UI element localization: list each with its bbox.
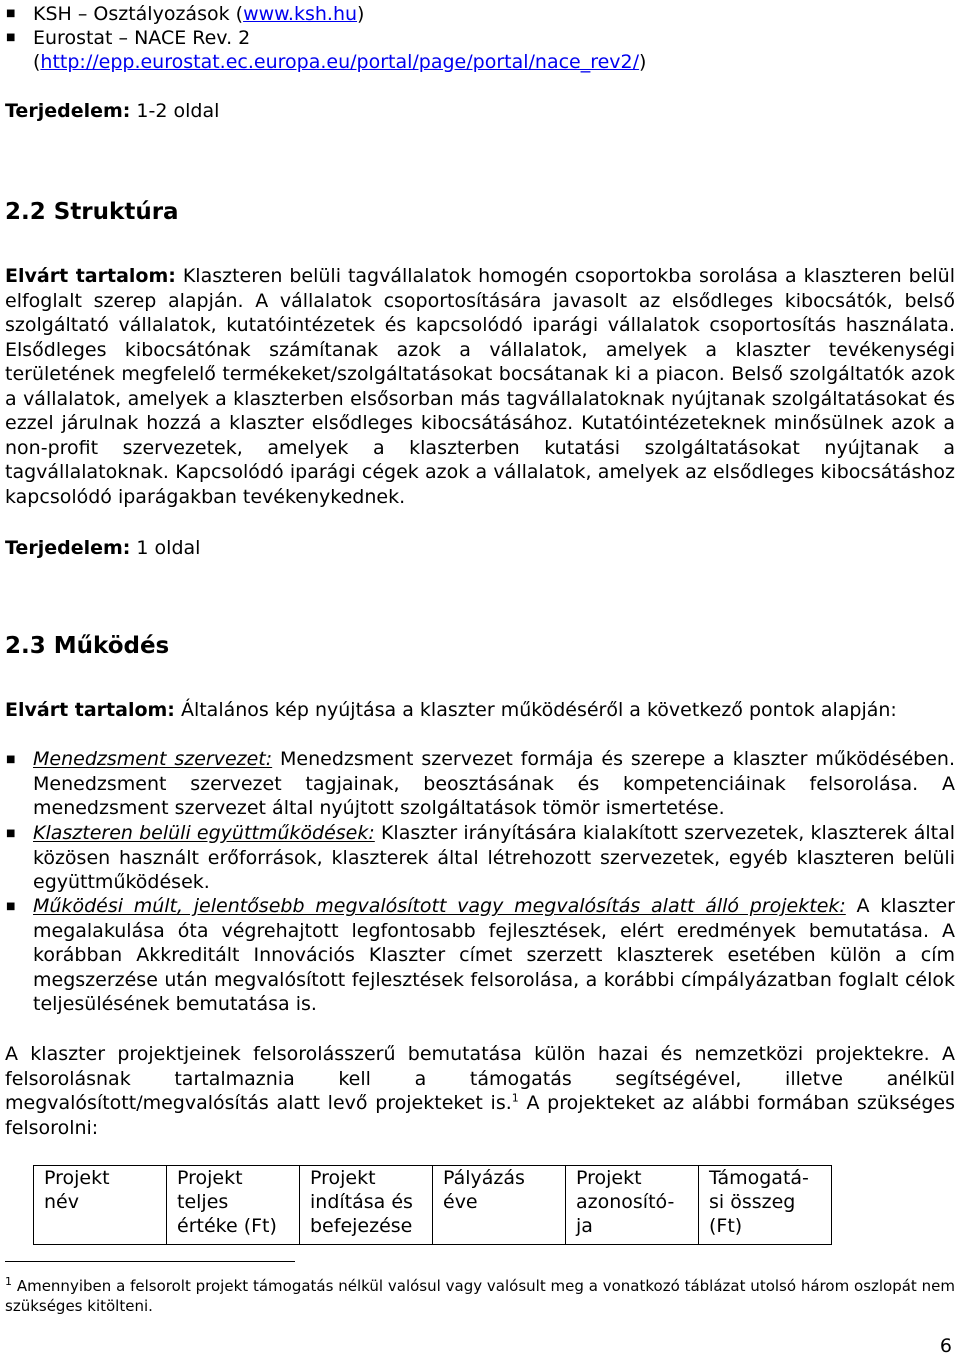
source-item-eurostat: Eurostat – NACE Rev. 2 [33,27,251,49]
source-item-eurostat-link-line: (http://epp.eurostat.ec.europa.eu/portal/page/portal/nace_rev2/) [33,51,647,73]
ksh-link[interactable]: www.ksh.hu [243,3,358,25]
scope-line-2: Terjedelem: 1 oldal [5,537,201,559]
table-header-cell: Projekt indítása és befejezése [300,1166,433,1245]
projects-paragraph: A klaszter projektjeinek felsorolásszerű bemutatása külön hazai és nemzetközi projektekre. A felsorolásnak tartalmaznia kell a támogatás segítségével, illetve anélkül megvalósított/megvalósítás alatt levő projekteket is.$^1$ A projekteket az alábbi formában szükséges felsorolni: [5,1043,955,1139]
section-heading-structure: 2.2 Struktúra [5,199,179,225]
operation-intro: Elvárt tartalom: Általános kép nyújtása a klaszter működéséről a következő pontok alapján: [5,699,897,721]
source-item-ksh: KSH – Osztályozások (www.ksh.hu) [33,3,365,25]
bullet-marker: ■ [6,754,16,765]
project-table [33,1165,832,1245]
table-header-cell: Támogatá- si összeg (Ft) [699,1166,832,1245]
bullet-marker: ■ [6,32,16,43]
structure-paragraph: Elvárt tartalom: Klaszteren belüli tagvállalatok homogén csoportokba sorolása a klaszteren belül elfoglalt szerep alapján. A vállalatok csoportosítására javasolt az elsődleges kibocsátók, belső szolgáltató vállalatok, kutatóintézetek és kapcsolódó iparági vállalatok csoportosítás használata. Elsődleges kibocsátónak számítanak azok a vállalatok, amelyek a klaszter tevékenységi területének megfelelő termékeket/szolgáltatásokat bocsátanak ki a piacon. Belső szolgáltatók azok a vállalatok, amelyek a klaszterben elsősorban más tagvállalatoknak nyújtanak szolgáltatásokat és ezzel járulnak hozzá a klaszter elsődleges kibocsátásához. Kutatóintézeteknek minősülnek azok a non-profit szervezetek, amelyek a klaszterben kutatási szolgáltatásokat nyújtanak a tagvállalatoknak. Kapcsolódó iparági cégek azok a vállalatok, amelyek az elsődleges kibocsátáshoz kapcsolódó iparágakban tevékenykednek. [5,265,955,508]
page-number: 6 [939,1335,952,1357]
bullet-management: Menedzsment szervezet: Menedzsment szervezet formája és szerepe a klaszter működésében. Menedzsment szervezet tagjainak, beosztásának és kompetenciáinak felsorolása. A menedzsment szervezet által nyújtott szolgáltatások tömör ismertetése. [33,748,956,819]
table-header-cell: Projekt teljes értéke (Ft) [167,1166,300,1245]
scope-line-1: Terjedelem: 1-2 oldal [5,100,220,122]
section-heading-operation: 2.3 Működés [5,633,170,659]
bullet-marker: ■ [6,8,16,19]
table-header-cell: Projekt azonosító- ja [566,1166,699,1245]
bullet-cooperation: Klaszteren belüli együttműködések: Klaszter irányítására kialakított szervezetek, klaszterek által közösen használt erőforrások, klaszterek által létrehozott szervezetek, egyéb klaszteren belüli együttműködések. [33,822,955,893]
table-header-cell: Projekt név [34,1166,167,1245]
bullet-marker: ■ [6,828,16,839]
eurostat-nace-link[interactable]: http://epp.eurostat.ec.europa.eu/portal/page/portal/nace_rev2/ [40,51,640,73]
table-header-cell: Pályázás éve [433,1166,566,1245]
bullet-projects: Működési múlt, jelentősebb megvalósított vagy megvalósítás alatt álló projektek: A klaszter megalakulása óta végrehajtott legfontosabb fejlesztések, elért eredmények bemutatása. A korábban Akkreditált Innovációs Klaszter címet szerzett klaszterek esetében külön a cím megszerzése után megvalósított fejlesztések felsorolása, a korábbi címpályázatban foglalt célok teljesülésének bemutatása is. [33,895,955,1015]
table-header-row [34,1166,832,1245]
footnote-separator [5,1261,295,1262]
footnote-ref[interactable]: 1 [511,1091,519,1105]
bullet-marker: ■ [6,901,16,912]
footnote: $^1$ Amennyiben a felsorolt projekt támogatás nélkül valósul vagy valósult meg a vonatkozó táblázat utolsó három oszlopát nem szükséges kitölteni. [5,1275,955,1315]
